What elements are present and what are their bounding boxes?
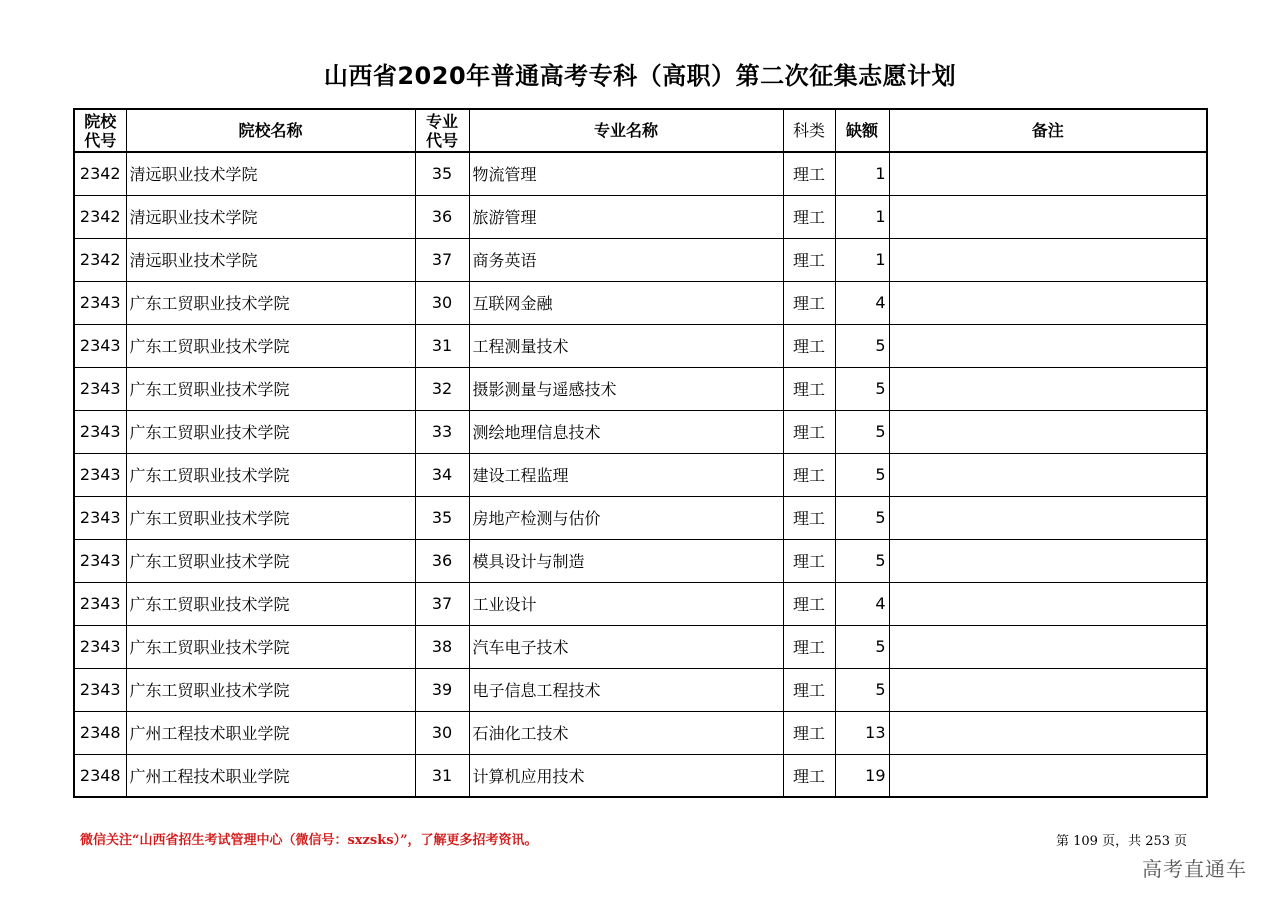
cell-school-code: 2348 <box>74 754 126 797</box>
cell-major-name: 建设工程监理 <box>469 453 783 496</box>
cell-subject: 理工 <box>783 152 835 195</box>
cell-major-code: 34 <box>415 453 469 496</box>
header-major-code: 专业代号 <box>415 109 469 152</box>
enrollment-plan-table <box>73 108 1208 798</box>
table-row <box>74 195 1207 238</box>
cell-subject: 理工 <box>783 496 835 539</box>
table-row <box>74 152 1207 195</box>
cell-major-name: 摄影测量与遥感技术 <box>469 367 783 410</box>
cell-school-name: 广东工贸职业技术学院 <box>126 625 415 668</box>
header-vacancy: 缺额 <box>835 109 889 152</box>
cell-major-name: 电子信息工程技术 <box>469 668 783 711</box>
cell-vacancy: 5 <box>835 496 889 539</box>
cell-remarks <box>889 711 1207 754</box>
header-remarks: 备注 <box>889 109 1207 152</box>
cell-subject: 理工 <box>783 281 835 324</box>
table-row <box>74 238 1207 281</box>
table-row <box>74 539 1207 582</box>
cell-school-code: 2343 <box>74 668 126 711</box>
cell-remarks <box>889 367 1207 410</box>
watermark: 高考直通车 <box>1142 857 1247 881</box>
header-subject: 科类 <box>783 109 835 152</box>
cell-remarks <box>889 281 1207 324</box>
cell-major-code: 30 <box>415 711 469 754</box>
cell-vacancy: 19 <box>835 754 889 797</box>
cell-vacancy: 5 <box>835 539 889 582</box>
cell-major-code: 32 <box>415 367 469 410</box>
cell-major-name: 汽车电子技术 <box>469 625 783 668</box>
cell-subject: 理工 <box>783 195 835 238</box>
cell-school-name: 广东工贸职业技术学院 <box>126 453 415 496</box>
cell-major-name: 旅游管理 <box>469 195 783 238</box>
cell-school-name: 广东工贸职业技术学院 <box>126 281 415 324</box>
cell-major-code: 37 <box>415 238 469 281</box>
cell-major-code: 33 <box>415 410 469 453</box>
table-row <box>74 367 1207 410</box>
cell-vacancy: 5 <box>835 410 889 453</box>
cell-school-code: 2343 <box>74 324 126 367</box>
cell-major-code: 31 <box>415 754 469 797</box>
cell-vacancy: 5 <box>835 668 889 711</box>
cell-remarks <box>889 754 1207 797</box>
cell-remarks <box>889 152 1207 195</box>
cell-subject: 理工 <box>783 754 835 797</box>
cell-vacancy: 1 <box>835 195 889 238</box>
cell-school-name: 广东工贸职业技术学院 <box>126 582 415 625</box>
cell-remarks <box>889 238 1207 281</box>
cell-subject: 理工 <box>783 539 835 582</box>
cell-school-code: 2343 <box>74 496 126 539</box>
table-header-row <box>74 109 1207 152</box>
cell-school-name: 清远职业技术学院 <box>126 195 415 238</box>
header-school-name: 院校名称 <box>126 109 415 152</box>
cell-vacancy: 4 <box>835 582 889 625</box>
header-major-name: 专业名称 <box>469 109 783 152</box>
cell-school-name: 广州工程技术职业学院 <box>126 711 415 754</box>
cell-major-name: 计算机应用技术 <box>469 754 783 797</box>
cell-school-name: 广东工贸职业技术学院 <box>126 496 415 539</box>
cell-school-code: 2348 <box>74 711 126 754</box>
cell-subject: 理工 <box>783 582 835 625</box>
cell-major-name: 工业设计 <box>469 582 783 625</box>
cell-school-name: 清远职业技术学院 <box>126 152 415 195</box>
cell-school-code: 2343 <box>74 453 126 496</box>
cell-major-name: 商务英语 <box>469 238 783 281</box>
table-row <box>74 281 1207 324</box>
table-row <box>74 711 1207 754</box>
cell-major-code: 36 <box>415 539 469 582</box>
cell-school-name: 广东工贸职业技术学院 <box>126 668 415 711</box>
table-row <box>74 668 1207 711</box>
cell-remarks <box>889 324 1207 367</box>
cell-school-code: 2342 <box>74 238 126 281</box>
page-title: 山西省2020年普通高考专科（高职）第二次征集志愿计划 <box>323 62 957 90</box>
page-number: 第 109 页，共 253 页 <box>1056 834 1188 849</box>
cell-subject: 理工 <box>783 453 835 496</box>
cell-major-code: 35 <box>415 496 469 539</box>
wechat-follow-note: 微信关注“山西省招生考试管理中心（微信号：sxzsks）”，了解更多招考资讯。 <box>80 833 538 848</box>
cell-school-name: 广东工贸职业技术学院 <box>126 367 415 410</box>
cell-subject: 理工 <box>783 367 835 410</box>
cell-vacancy: 5 <box>835 453 889 496</box>
cell-major-code: 36 <box>415 195 469 238</box>
table-row <box>74 496 1207 539</box>
cell-major-name: 测绘地理信息技术 <box>469 410 783 453</box>
cell-major-code: 31 <box>415 324 469 367</box>
cell-school-code: 2343 <box>74 582 126 625</box>
table-row <box>74 754 1207 797</box>
cell-major-code: 30 <box>415 281 469 324</box>
cell-school-code: 2343 <box>74 281 126 324</box>
cell-vacancy: 1 <box>835 238 889 281</box>
cell-vacancy: 13 <box>835 711 889 754</box>
header-school-code: 院校代号 <box>74 109 126 152</box>
table-row <box>74 582 1207 625</box>
cell-school-name: 广东工贸职业技术学院 <box>126 410 415 453</box>
cell-vacancy: 4 <box>835 281 889 324</box>
cell-major-code: 38 <box>415 625 469 668</box>
cell-major-name: 工程测量技术 <box>469 324 783 367</box>
cell-major-code: 39 <box>415 668 469 711</box>
cell-subject: 理工 <box>783 625 835 668</box>
table-row <box>74 410 1207 453</box>
cell-school-code: 2343 <box>74 410 126 453</box>
cell-remarks <box>889 625 1207 668</box>
cell-school-code: 2342 <box>74 195 126 238</box>
cell-major-name: 模具设计与制造 <box>469 539 783 582</box>
cell-remarks <box>889 668 1207 711</box>
cell-school-name: 广东工贸职业技术学院 <box>126 539 415 582</box>
cell-major-name: 物流管理 <box>469 152 783 195</box>
cell-subject: 理工 <box>783 711 835 754</box>
cell-school-code: 2343 <box>74 539 126 582</box>
cell-remarks <box>889 539 1207 582</box>
cell-school-code: 2343 <box>74 625 126 668</box>
cell-remarks <box>889 195 1207 238</box>
cell-remarks <box>889 410 1207 453</box>
cell-vacancy: 1 <box>835 152 889 195</box>
cell-major-code: 37 <box>415 582 469 625</box>
cell-subject: 理工 <box>783 238 835 281</box>
cell-subject: 理工 <box>783 324 835 367</box>
cell-major-name: 石油化工技术 <box>469 711 783 754</box>
cell-vacancy: 5 <box>835 367 889 410</box>
cell-remarks <box>889 582 1207 625</box>
cell-major-code: 35 <box>415 152 469 195</box>
cell-remarks <box>889 453 1207 496</box>
cell-vacancy: 5 <box>835 625 889 668</box>
cell-subject: 理工 <box>783 410 835 453</box>
cell-remarks <box>889 496 1207 539</box>
table-row <box>74 453 1207 496</box>
cell-vacancy: 5 <box>835 324 889 367</box>
cell-school-name: 清远职业技术学院 <box>126 238 415 281</box>
table-row <box>74 324 1207 367</box>
cell-major-name: 互联网金融 <box>469 281 783 324</box>
cell-school-name: 广东工贸职业技术学院 <box>126 324 415 367</box>
cell-school-code: 2342 <box>74 152 126 195</box>
table-row <box>74 625 1207 668</box>
cell-subject: 理工 <box>783 668 835 711</box>
cell-school-code: 2343 <box>74 367 126 410</box>
cell-school-name: 广州工程技术职业学院 <box>126 754 415 797</box>
cell-major-name: 房地产检测与估价 <box>469 496 783 539</box>
